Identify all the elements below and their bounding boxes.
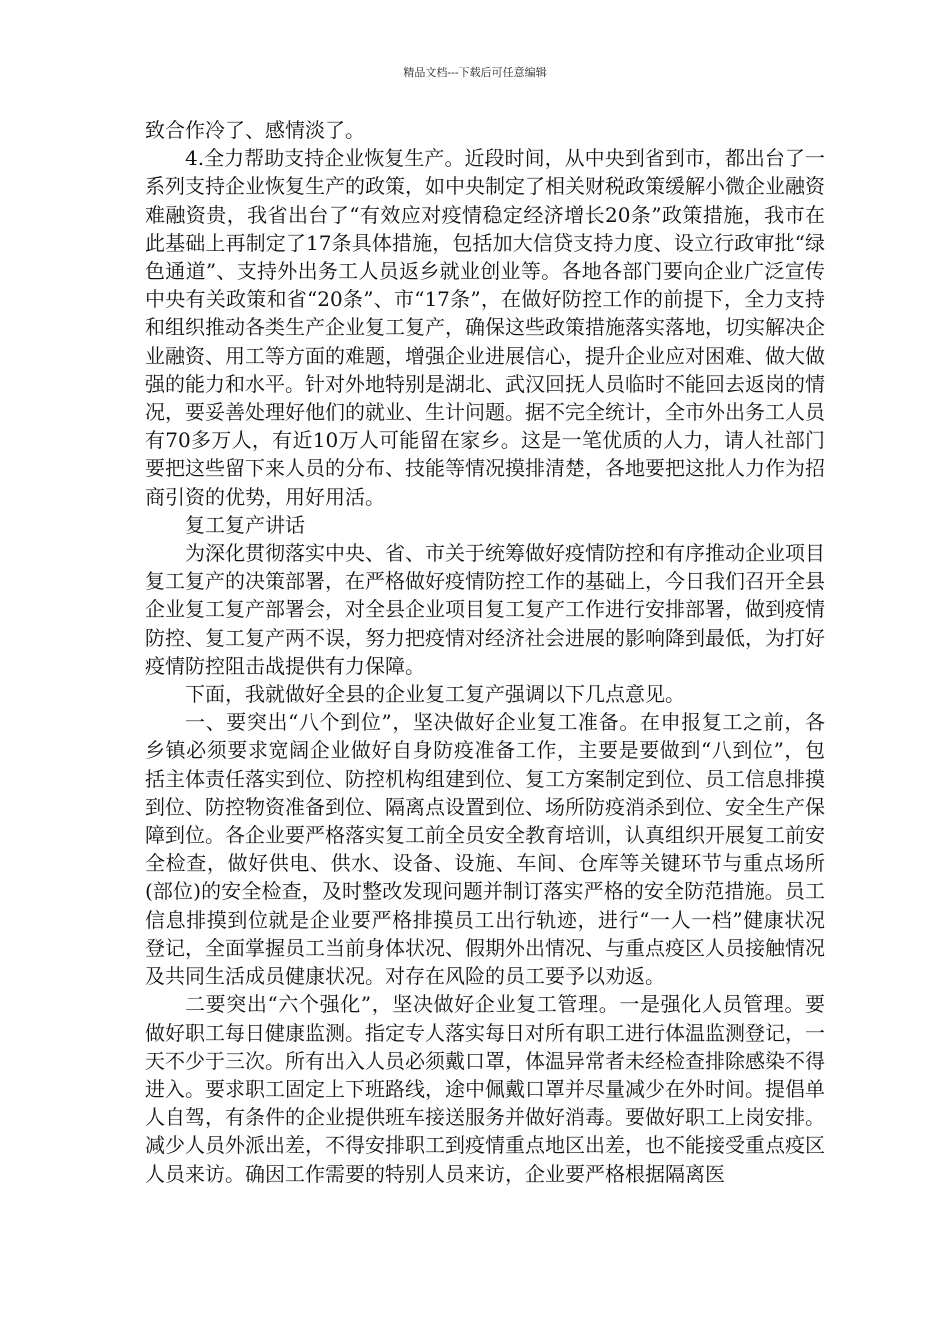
- paragraph: 为深化贯彻落实中央、省、市关于统筹做好疫情防控和有序推动企业项目复工复产的决策部署，在严格做好疫情防控工作的基础上，今日我们召开全县企业复工复产部署会，对全县企业项目复工复产工作进行安排部署，做到疫情防控、复工复产两不误，努力把疫情对经济社会进展的影响降到最低，为打好疫情防控阻击战提供有力保障。: [145, 541, 825, 678]
- page-header: 精品文档---下载后可任意编辑: [403, 66, 547, 79]
- paragraph: 致合作冷了、感情淡了。: [145, 118, 365, 142]
- paragraph: 4.全力帮助支持企业恢复生产。近段时间，从中央到省到市，都出台了一系列支持企业恢复生产的政策，如中央制定了相关财税政策缓解小微企业融资难融资贵，我省出台了“有效应对疫情稳定经济增长20条”政策措施，我市在此基础上再制定了17条具体措施，包括加大信贷支持力度、设立行政审批“绿色通道”、支持外出务工人员返乡就业创业等。各地各部门要向企业广泛宣传中央有关政策和省“20条”、市“17条”，在做好防控工作的前提下，全力支持和组织推动各类生产企业复工复产，确保这些政策措施落实落地，切实解决企业融资、用工等方面的难题，增强企业进展信心，提升企业应对困难、做大做强的能力和水平。针对外地特别是湖北、武汉回抚人员临时不能回去返岗的情况，要妥善处理好他们的就业、生计问题。据不完全统计，全市外出务工人员有70多万人，有近10万人可能留在家乡。这是一笔优质的人力，请人社部门要把这些留下来人员的分布、技能等情况摸排清楚，各地要把这批人力作为招商引资的优势，用好用活。: [145, 146, 825, 509]
- paragraph: 一、要突出“八个到位”，坚决做好企业复工准备。在申报复工之前，各乡镇必须要求宽阔企业做好自身防疫准备工作，主要是要做到“八到位”，包括主体责任落实到位、防控机构组建到位、复工方案制定到位、员工信息排摸到位、防控物资准备到位、隔离点设置到位、场所防疫消杀到位、安全生产保障到位。各企业要严格落实复工前全员安全教育培训，认真组织开展复工前安全检查，做好供电、供水、设备、设施、车间、仓库等关键环节与重点场所(部位)的安全检查，及时整改发现问题并制订落实严格的安全防范措施。员工信息排摸到位就是企业要严格排摸员工出行轨迹，进行“一人一档”健康状况登记，全面掌握员工当前身体状况、假期外出情况、与重点疫区人员接触情况及共同生活成员健康状况。对存在风险的员工要予以劝返。: [145, 710, 825, 989]
- document-body: [145, 116, 825, 1188]
- section-heading: 复工复产讲话: [185, 512, 305, 537]
- paragraph: 二要突出“六个强化”，坚决做好企业复工管理。一是强化人员管理。要做好职工每日健康监测。指定专人落实每日对所有职工进行体温监测登记，一天不少于三次。所有出入人员必须戴口罩，体温异常者未经检查排除感染不得进入。要求职工固定上下班路线，途中佩戴口罩并尽量减少在外时间。提倡单人自驾，有条件的企业提供班车接送服务并做好消毒。要做好职工上岗安排。减少人员外派出差，不得安排职工到疫情重点地区出差，也不能接受重点疫区人员来访。确因工作需要的特别人员来访，企业要严格根据隔离医: [145, 992, 825, 1186]
- paragraph: 下面，我就做好全县的企业复工复产强调以下几点意见。: [185, 682, 685, 707]
